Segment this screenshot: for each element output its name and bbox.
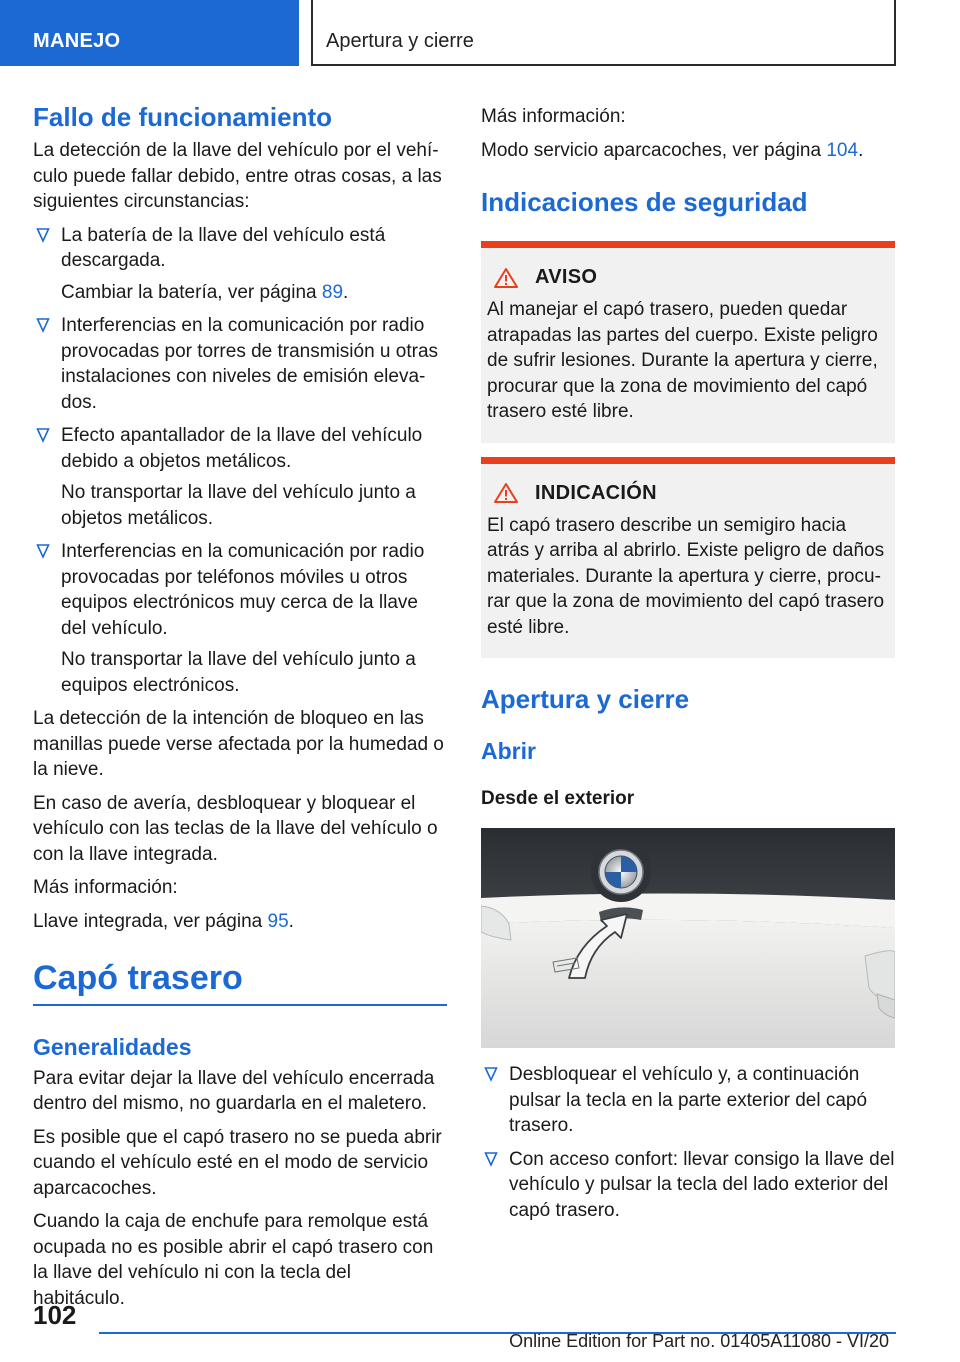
abrir-list — [481, 1062, 895, 1223]
mas-info-label: Más información: — [481, 106, 626, 127]
triangle-bullet-icon — [484, 1151, 498, 1167]
list-item — [33, 223, 447, 306]
mas-info-label: Más información: — [33, 877, 178, 898]
paragraph-manillas: La detección de la intención de bloqueo en las manillas puede verse afectada por la humedad o la nieve. — [33, 708, 444, 780]
triangle-bullet-icon — [36, 317, 50, 333]
list-item-text: Desbloquear el vehículo y, a continuación pulsar la tecla en la parte exterior del capó trasero. — [509, 1064, 868, 1136]
heading-apertura: Apertura y cierre — [481, 684, 690, 714]
page-link[interactable]: 89 — [321, 281, 344, 303]
heading-fallo: Fallo de funcionamiento — [33, 102, 333, 132]
trunk-illustration — [481, 828, 895, 1048]
heading-capo-trasero: Capó trasero — [33, 959, 243, 997]
list-item-text: Interferencias en la comunicación por radio provocadas por teléfonos móviles u otros equipos electrónicos muy cerca de la llave del vehículo. — [61, 541, 425, 639]
paragraph-averia: En caso de avería, desbloquear y bloquear el vehículo con las teclas de la llave del vehículo o con la llave integrada. — [33, 792, 438, 865]
warning-title: AVISO — [535, 266, 598, 288]
chapter-label: Apertura y cierre — [326, 30, 474, 52]
llave-reference: Llave integrada, ver página 95. — [33, 910, 294, 932]
chapter-tab — [311, 0, 896, 66]
warning-triangle-icon — [493, 482, 519, 504]
list-item — [481, 1062, 895, 1139]
list-item-sub: No transportar la llave del vehículo junto a equipos electrónicos. — [61, 649, 416, 696]
gen-paragraph-2: Es posible que el capó trasero no se pueda abrir cuando el vehículo esté en el modo de servicio aparcacoches. — [33, 1126, 442, 1199]
list-item — [481, 1147, 895, 1224]
warning-box-aviso — [481, 241, 895, 443]
list-item — [33, 539, 447, 698]
list-item — [33, 423, 447, 531]
edition-note: Online Edition for Part no. 01405A11080 - VI/20 — [509, 1331, 889, 1351]
page-number: 102 — [33, 1300, 77, 1330]
page-link[interactable]: 95 — [267, 910, 289, 932]
list-item-text: Interferencias en la comunicación por radio provocadas por torres de transmisión u otras instalaciones con niveles de emisión elevados. — [61, 315, 439, 413]
gen-paragraph-1: Para evitar dejar la llave del vehículo encerrada dentro del mismo, no guardarla en el maletero. — [33, 1067, 435, 1114]
gen-paragraph-3: Cuando la caja de enchufe para remolque está ocupada no es posible abrir el capó trasero con la llave del vehículo ni con la tecla del habitáculo. — [33, 1211, 434, 1309]
left-column — [33, 100, 447, 1319]
heading-seguridad: Indicaciones de seguridad — [481, 187, 808, 217]
list-item-sub: Cambiar la batería, ver página 89. — [61, 281, 349, 303]
heading-desde-exterior: Desde el exterior — [481, 788, 635, 809]
triangle-bullet-icon — [36, 427, 50, 443]
list-item-sub: No transportar la llave del vehículo junto a objetos metálicos. — [61, 482, 416, 529]
triangle-bullet-icon — [36, 227, 50, 243]
notice-text: El capó trasero describe un semigiro hacia atrás y arriba al abrirlo. Existe peligro de daños materiales. Durante la apertura y cierre, procurar que la zona de movimiento del capó trasero esté libre. — [487, 514, 885, 638]
triangle-bullet-icon — [36, 543, 50, 559]
heading-abrir: Abrir — [481, 738, 536, 764]
warning-text: Al manejar el capó trasero, pueden quedar atrapadas las partes del cuerpo. Existe peligro de sufrir lesiones. Durante la apertura y cierre, procurar que la zona de movimiento del capó trasero esté libre. — [487, 299, 878, 422]
right-column — [481, 104, 895, 1231]
warning-box-indicacion — [481, 457, 895, 659]
trunk-button-photo — [481, 828, 895, 1048]
section-label: MANEJO — [33, 30, 121, 52]
list-item-text: La batería de la llave del vehículo está descargada. — [61, 224, 386, 271]
page-link[interactable]: 104 — [826, 139, 859, 161]
modo-reference: Modo servicio aparcacoches, ver página 104. — [481, 139, 864, 161]
heading-generalidades: Generalidades — [33, 1033, 192, 1060]
fallo-list — [33, 223, 447, 699]
list-item-text: Con acceso confort: llevar consigo la llave del vehículo y pulsar la tecla del lado exterior del capó trasero. — [509, 1148, 895, 1221]
section-tab — [0, 0, 299, 66]
fallo-intro: La detección de la llave del vehículo por el vehículo puede fallar debido, entre otras cosas, a las siguientes circunstancias: — [33, 140, 442, 212]
heading-rule — [33, 1004, 447, 1006]
list-item-text: Efecto apantallador de la llave del vehículo debido a objetos metálicos. — [61, 425, 423, 472]
triangle-bullet-icon — [484, 1066, 498, 1082]
list-item — [33, 313, 447, 415]
warning-triangle-icon — [493, 267, 519, 289]
notice-title: INDICACIÓN — [535, 481, 657, 504]
